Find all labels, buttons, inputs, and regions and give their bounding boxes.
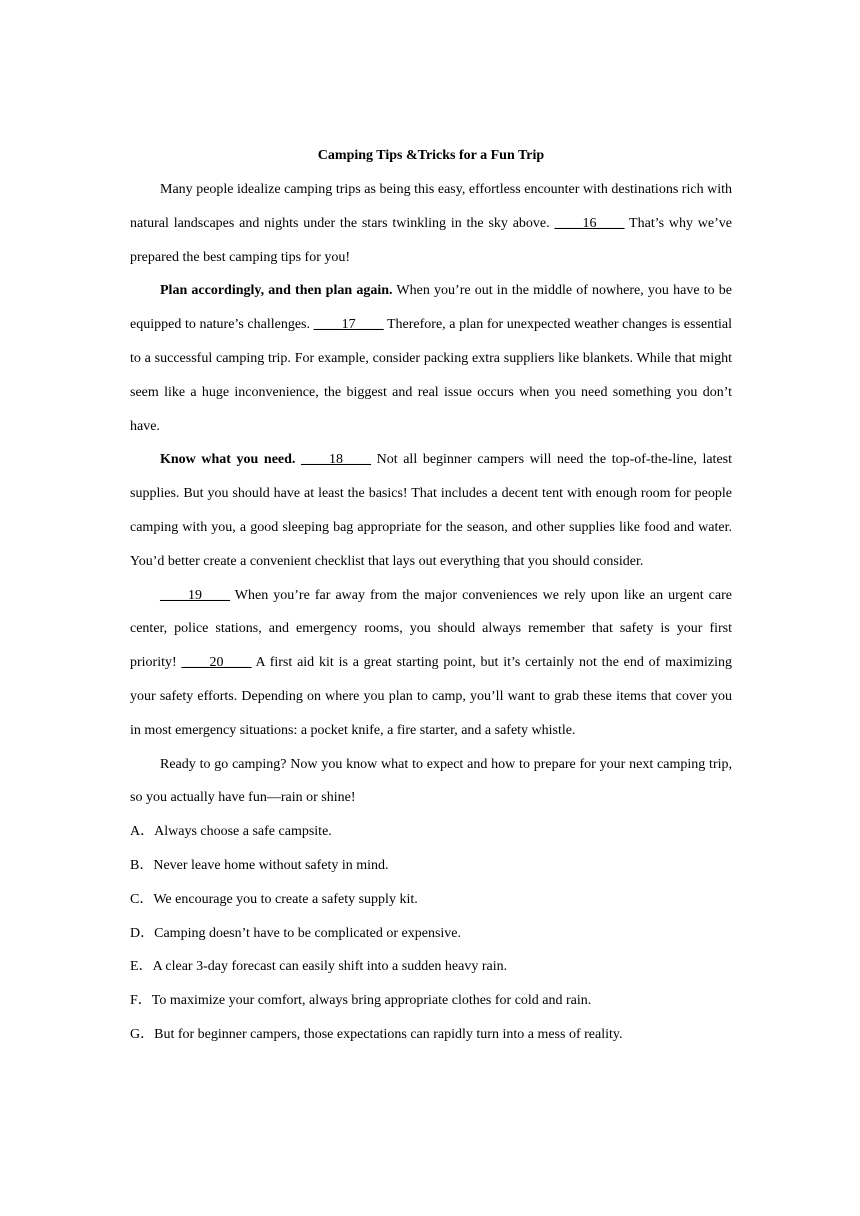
option-text: A clear 3-day forecast can easily shift into a sudden heavy rain.	[152, 959, 508, 975]
blank-number: 19	[188, 587, 202, 603]
paragraph-text: Many people idealize camping trips as being this easy, effortless encounter with destinations rich with natural landscapes and nights under the stars twinkling in the sky above.	[130, 182, 732, 231]
paragraph-text: Therefore, a plan for unexpected weather changes is essential to a successful camping trip. For example, consider packing extra suppliers like blankets. While that might seem like a huge inconvenience, the biggest and real issue occurs when you need something you don’t have.	[130, 317, 732, 434]
paragraph-plan	[130, 274, 732, 443]
paragraph-intro	[130, 173, 732, 274]
blank-18[interactable]: ____18____	[301, 452, 372, 468]
option-text: We encourage you to create a safety supply kit.	[153, 891, 418, 907]
document-page	[130, 145, 732, 1052]
blank-20[interactable]: ____20____	[181, 655, 252, 671]
paragraph-heading: Know what you need.	[160, 452, 296, 468]
paragraph-text: Not all beginner campers will need the top-of-the-line, latest supplies. But you should have at least the basics! That includes a decent tent with enough room for people camping with you, a good sleeping bag appropriate for the season, and other supplies like food and water. You’d better create a convenient checklist that lays out everything that you should consider.	[130, 452, 733, 569]
option-text: But for beginner campers, those expectations can rapidly turn into a mess of reality.	[154, 1026, 623, 1042]
option-letter: F．	[130, 993, 152, 1009]
option-text: To maximize your comfort, always bring appropriate clothes for cold and rain.	[151, 993, 592, 1009]
answer-options	[130, 815, 732, 1052]
option-letter: E．	[130, 959, 153, 975]
option-d[interactable]	[130, 917, 732, 951]
blank-16[interactable]: ____16____	[554, 215, 625, 231]
paragraph-know	[130, 443, 732, 578]
option-text: Never leave home without safety in mind.	[153, 857, 389, 873]
option-b[interactable]	[130, 849, 732, 883]
paragraph-safety	[130, 579, 732, 748]
option-letter: C．	[130, 891, 154, 907]
option-letter: D．	[130, 925, 155, 941]
option-f[interactable]	[130, 984, 732, 1018]
blank-number: 16	[582, 215, 597, 231]
option-c[interactable]	[130, 883, 732, 917]
option-g[interactable]	[130, 1018, 732, 1052]
option-text: Camping doesn’t have to be complicated or expensive.	[154, 925, 462, 941]
blank-number: 20	[209, 655, 224, 671]
paragraph-conclusion: Ready to go camping? Now you know what to expect and how to prepare for your next camping trip, so you actually have fun—rain or shine!	[130, 756, 732, 806]
option-text: Always choose a safe campsite.	[154, 824, 332, 840]
blank-19[interactable]: ____19____	[160, 587, 230, 603]
paragraph-text: When you’re far away from the major conveniences we rely upon like an urgent care center, police stations, and emergency rooms, you should always remember that safety is your first priority!	[130, 587, 732, 671]
blank-number: 17	[341, 317, 356, 333]
article-title: Camping Tips &Tricks for a Fun Trip	[317, 148, 545, 163]
option-letter: B．	[130, 857, 154, 873]
paragraph-text: A first aid kit is a great starting point, but it’s certainly not the end of maximizing your safety efforts. Depending on where you plan to camp, you’ll want to grab these items that cover you in most emergency situations: a pocket knife, a fire starter, and a safety whistle.	[130, 655, 733, 738]
option-e[interactable]	[130, 950, 732, 984]
paragraph-text: When you’re out in the middle of nowhere, you have to be equipped to nature’s challenges.	[130, 283, 733, 333]
blank-number: 18	[329, 452, 344, 468]
blank-17[interactable]: ____17____	[313, 317, 384, 333]
paragraph-text: That’s why we’ve prepared the best camping tips for you!	[130, 215, 732, 265]
option-letter: A．	[130, 824, 155, 840]
paragraph-heading: Plan accordingly, and then plan again.	[160, 283, 393, 299]
option-letter: G．	[130, 1026, 155, 1042]
option-a[interactable]	[130, 815, 732, 849]
